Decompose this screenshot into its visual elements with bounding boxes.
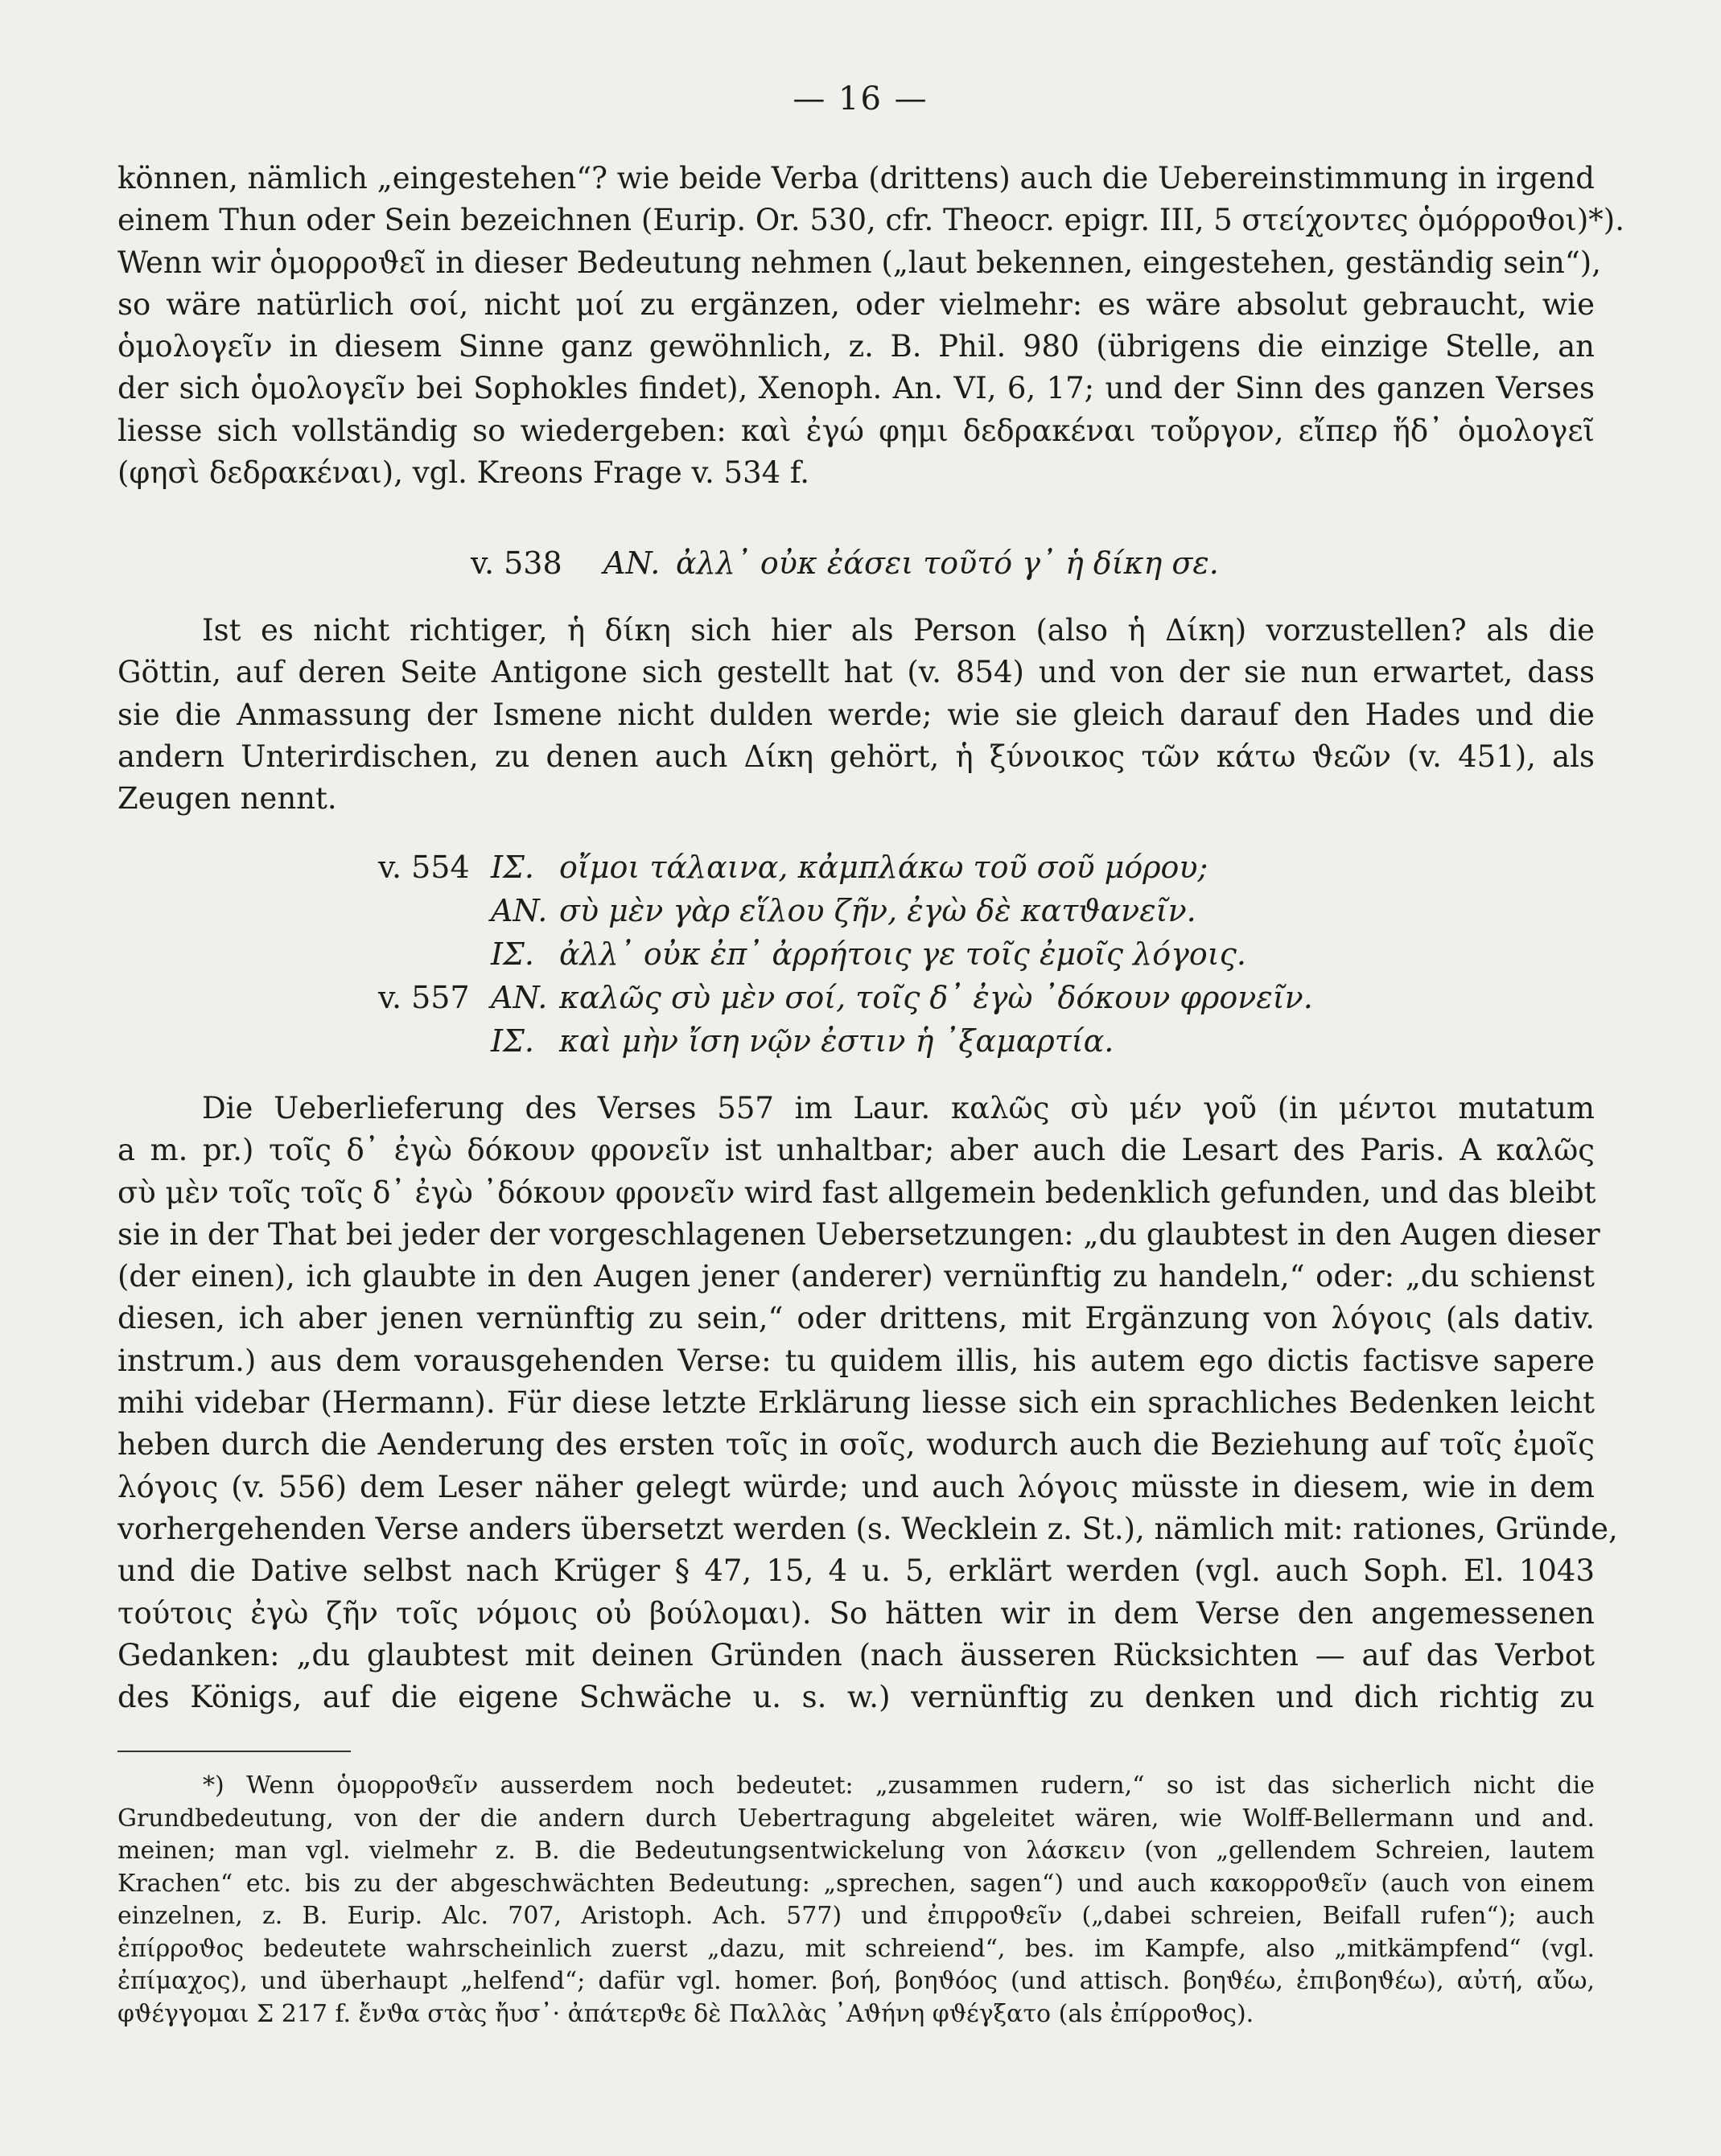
footnote-line: ἐπίρροϑος bedeutete wahrscheinlich zuerst „dazu, mit schreiend“, bes. im Kampfe, also „mitkämpfend“ (vgl. [117, 1934, 1595, 1963]
verse-speaker: IΣ. [491, 850, 534, 885]
text-line: σὺ μὲν τοῖς τοῖς δ᾽ ἐγὼ ᾿δόκουν φρονεῖν wird fast allgemein bedenklich gefunden, und das bleibt [117, 1175, 1596, 1210]
footnote-line: Grundbedeutung, von der die andern durch Uebertragung abgeleitet wären, wie Wolff-Bellermann und and. [117, 1804, 1595, 1833]
text-line: der sich ὁμολογεῖν bei Sophokles findet), Xenoph. An. VI, 6, 17; und der Sinn des ganzen Verses [117, 371, 1595, 406]
footnote-line: ἐπίμαχος), und überhaupt „helfend“; dafür vgl. homer. βοή, βοηϑόος (und attisch. βοηϑέω, ἐπιβοηϑέω), αὐτή, αὔω, [117, 1967, 1595, 1995]
verse-speaker: AN. [491, 893, 548, 928]
text-line: so wäre natürlich σοί, nicht μοί zu ergänzen, oder vielmehr: es wäre absolut gebraucht, wie [117, 286, 1595, 322]
verse-text: οἴμοι τάλαινα, κἀμπλάκω τοῦ σοῦ μόρου; [559, 850, 1208, 885]
paragraph-1 [117, 158, 1624, 494]
verse-number: v. 557 [378, 980, 470, 1015]
text-line: sie die Anmassung der Ismene nicht dulden werde; wie sie gleich darauf den Hades und die [117, 697, 1595, 732]
text-line: τούτοις ἐγὼ ζῆν τοῖς νόμοις οὐ βούλομαι). So hätten wir in dem Verse den angemessenen [117, 1595, 1595, 1631]
text-line: Göttin, auf deren Seite Antigone sich gestellt hat (v. 854) und von der sie nun erwartet, dass [117, 655, 1595, 690]
verse-text: ἀλλ᾽ οὐκ ἐάσει τοῦτό γ᾽ ἡ δίκη σε. [676, 545, 1219, 581]
text-line: des Königs, auf die eigene Schwäche u. s. w.) vernünftig zu denken und dich richtig zu [117, 1680, 1595, 1715]
text-line: mihi videbar (Hermann). Für diese letzte Erklärung liesse sich ein sprachliches Bedenken leicht [117, 1385, 1595, 1421]
footnote-separator [117, 1751, 351, 1752]
text-line: andern Unterirdischen, zu denen auch Δίκη gehört, ἡ ξύνοικος τῶν κάτω ϑεῶν (v. 451), als [117, 739, 1595, 774]
verse-number: v. 554 [378, 850, 470, 885]
footnote-line: einzelnen, z. B. Eurip. Alc. 707, Aristoph. Ach. 577) und ἐπιρροϑεῖν („dabei schreien, Beifall rufen“); auch [117, 1902, 1595, 1930]
text-line: liesse sich vollständig so wiedergeben: καὶ ἐγώ φημι δεδρακέναι τοὔργον, εἴπερ ἥδ᾽ ὁμολογεῖ [117, 413, 1595, 448]
text-line: Wenn wir ὁμορροϑεῖ in dieser Bedeutung nehmen („laut bekennen, eingestehen, geständig sein“), [117, 245, 1602, 280]
text-line: instrum.) aus dem vorausgehenden Verse: tu quidem illis, his autem ego dictis factisve sapere [117, 1343, 1595, 1378]
verse-speaker: IΣ. [491, 936, 534, 972]
text-line: λόγοις (v. 556) dem Leser näher gelegt würde; und auch λόγοις müsste in diesem, wie in dem [117, 1469, 1595, 1504]
text-line: Die Ueberlieferung des Verses 557 im Laur. καλῶς σὺ μέν γοῦ (in μέντοι mutatum [202, 1091, 1595, 1125]
verse-speaker: AN. [603, 545, 661, 581]
footnote-line: Krachen“ etc. bis zu der abgeschwächten Bedeutung: „sprechen, sagen“) und auch κακορροϑεῖν (auch von einem [117, 1869, 1595, 1898]
text-line: Ist es nicht richtiger, ἡ δίκη sich hier als Person (also ἡ Δίκη) vorzustellen? als die [202, 613, 1595, 648]
text-line: a m. pr.) τοῖς δ᾽ ἐγὼ δόκουν φρονεῖν ist unhaltbar; aber auch die Lesart des Paris. A καλῶς [117, 1133, 1595, 1168]
text-line: (φησὶ δεδρακέναι), vgl. Kreons Frage v. 534 f. [117, 455, 810, 491]
footnote [117, 1770, 1595, 2031]
page-number: — 16 — [793, 80, 928, 117]
footnote-line: *) Wenn ὁμορροϑεῖν ausserdem noch bedeutet: „zusammen rudern,“ so ist das sicherlich nicht die [203, 1771, 1595, 1800]
paragraph-3 [117, 1088, 1618, 1718]
footnote-line: φϑέγγομαι Σ 217 f. ἔνϑα στὰς ἤυσ᾽· ἀπάτερϑε δὲ Παλλὰς ᾿Αϑήνη φϑέγξατο (als ἐπίρροϑος). [117, 1999, 1254, 2028]
text-line: Zeugen nennt. [117, 781, 337, 817]
text-line: heben durch die Aenderung des ersten τοῖς in σοῖς, wodurch auch die Beziehung auf τοῖς ἐμοῖς [117, 1427, 1595, 1463]
verse-text: ἀλλ᾽ οὐκ ἐπ᾽ ἀρρήτοις γε τοῖς ἐμοῖς λόγοις. [559, 936, 1246, 972]
text-line: einem Thun oder Sein bezeichnen (Eurip. Or. 530, cfr. Theocr. epigr. III, 5 στείχοντες ὁμόρροϑοι)*). [117, 203, 1624, 238]
verse-text: καὶ μὴν ἴση νῷν ἐστιν ἡ ᾿ξαμαρτία. [559, 1023, 1114, 1059]
text-line: vorhergehenden Verse anders übersetzt werden (s. Wecklein z. St.), nämlich mit: rationes, Gründe, [117, 1511, 1618, 1546]
verse-text: σὺ μὲν γὰρ εἵλου ζῆν, ἐγὼ δὲ κατϑανεῖν. [559, 893, 1196, 928]
verse-speaker: IΣ. [491, 1023, 534, 1059]
verse-speaker: AN. [491, 980, 548, 1015]
verse-number: v. 538 [471, 545, 562, 581]
text-line: können, nämlich „eingestehen“? wie beide Verba (drittens) auch die Uebereinstimmung in irgend [117, 161, 1595, 195]
text-line: ὁμολογεῖν in diesem Sinne ganz gewöhnlich, z. B. Phil. 980 (übrigens die einzige Stelle, an [117, 329, 1595, 364]
text-line: sie in der That bei jeder der vorgeschlagenen Uebersetzungen: „du glaubtest in den Augen dieser [117, 1216, 1600, 1252]
paragraph-2 [117, 610, 1595, 820]
verse-text: καλῶς σὺ μὲν σοί, τοῖς δ᾽ ἐγὼ ᾿δόκουν φρονεῖν. [559, 980, 1313, 1015]
text-line: (der einen), ich glaubte in den Augen jener (anderer) vernünftig zu handeln,“ oder: „du schienst [117, 1259, 1595, 1294]
text-line: Gedanken: „du glaubtest mit deinen Gründen (nach äusseren Rücksichten — auf das Verbot [117, 1637, 1595, 1673]
text-line: diesen, ich aber jenen vernünftig zu sein,“ oder drittens, mit Ergänzung von λόγοις (als dativ. [117, 1301, 1595, 1336]
footnote-line: meinen; man vgl. vielmehr z. B. die Bedeutungsentwickelung von λάσκειν (von „gellendem Schreien, lautem [117, 1837, 1595, 1865]
text-line: und die Dative selbst nach Krüger § 47, 15, 4 u. 5, erklärt werden (vgl. auch Soph. El. 1043 [117, 1553, 1595, 1589]
